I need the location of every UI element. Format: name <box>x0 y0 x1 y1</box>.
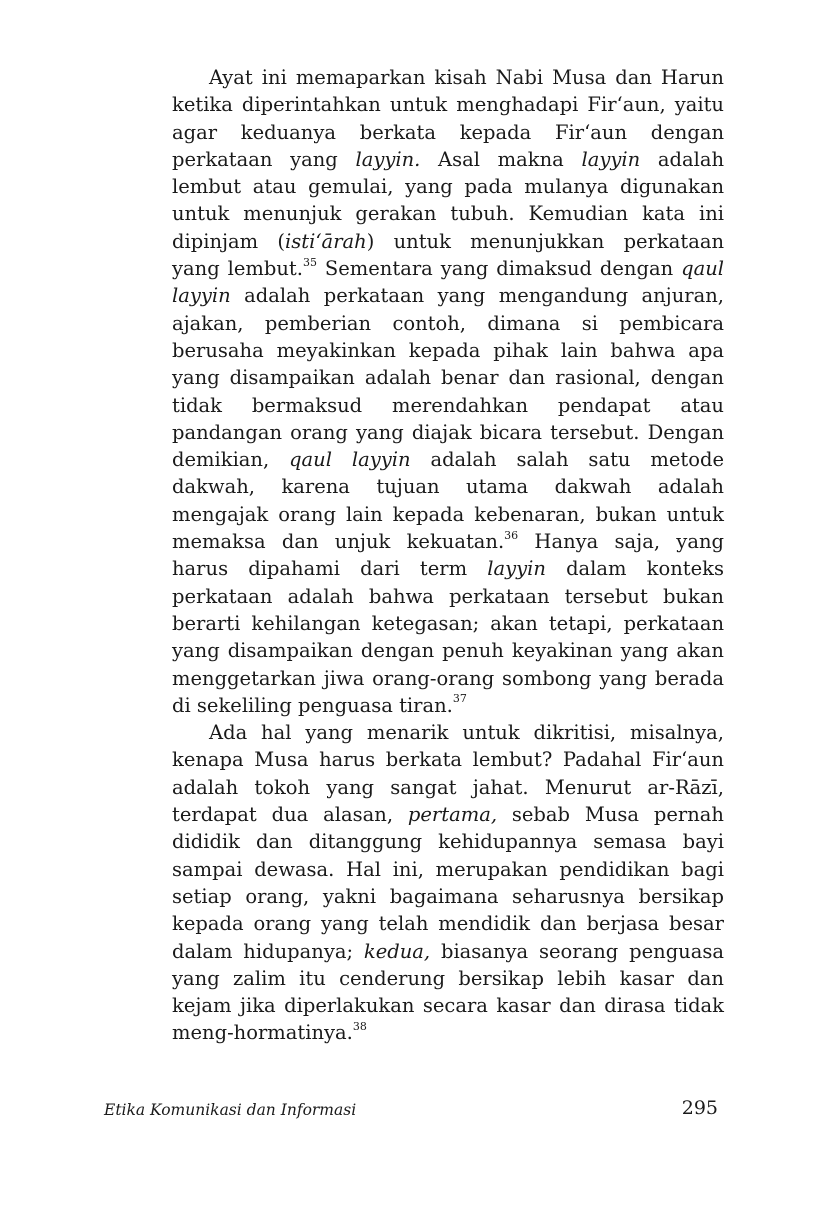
italic-term: layyin <box>581 147 641 171</box>
italic-term: isti‘ārah <box>285 229 367 253</box>
text-run: Ada hal yang menarik untuk dikritisi, misalnya, kenapa Musa harus berkata lembut? Padahal Fir‘aun adalah tokoh yang sangat jahat. Menurut ar-Rāzī, terdapat dua alasan, <box>172 721 724 827</box>
text-run: adalah lembut atau gemulai, yang pada mulanya digunakan untuk menunjuk gerakan tubuh. Kemudian kata ini dipinjam ( <box>172 147 725 253</box>
footnote-ref: 37 <box>452 692 467 706</box>
text-run: Hanya saja, yang harus dipahami dari term <box>172 530 724 581</box>
footnote-ref: 38 <box>352 1019 367 1033</box>
running-footer-title: Etika Komunikasi dan Informasi <box>104 1101 357 1119</box>
text-run: ) untuk menunjukkan perkataan yang lembut. <box>172 229 725 281</box>
text-run: Sementara yang dimaksud dengan <box>316 257 682 281</box>
footnote-ref: 36 <box>504 528 519 542</box>
text-run: biasanya seorang penguasa yang zalim itu cenderung bersikap lebih kasar dan kejam jika diperlakukan secara kasar dan dirasa tidak meng-hormatinya. <box>172 939 724 1045</box>
body-text <box>172 64 724 1047</box>
text-run: adalah perkataan yang mengandung anjuran, ajakan, pemberian contoh, dimana si pembicara berusaha meyakinkan kepada pihak lain bahwa apa yang disampaikan adalah benar dan rasional, dengan tidak bermaksud merendahkan pendapat atau pandangan orang yang diajak bicara tersebut. Dengan demikian, <box>172 284 724 472</box>
text-run: sebab Musa pernah dididik dan ditanggung kehidupannya semasa bayi sampai dewasa. Hal ini, merupakan pendidikan bagi setiap orang, yakni bagaimana seharusnya bersikap kepada orang yang telah mendidik dan berjasa besar dalam hidupanya; <box>172 803 724 963</box>
italic-term: layyin. <box>355 147 421 171</box>
italic-term: qaul layyin <box>172 257 724 308</box>
paragraph-2 <box>172 719 724 1047</box>
text-run: Ayat ini memaparkan kisah Nabi Musa dan Harun ketika diperintahkan untuk menghadapi Fir‘aun, yaitu agar keduanya berkata kepada Fir‘aun dengan perkataan yang <box>172 66 724 171</box>
paragraph-1 <box>172 64 724 719</box>
text-run: Asal makna <box>420 147 582 171</box>
italic-term: pertama, <box>407 803 498 827</box>
italic-term: qaul layyin <box>289 448 411 472</box>
italic-term: layyin <box>487 557 546 581</box>
italic-term: kedua, <box>363 939 431 963</box>
text-run: adalah salah satu metode dakwah, karena tujuan utama dakwah adalah mengajak orang lain kepada kebenaran, bukan untuk memaksa dan unjuk kekuatan. <box>172 448 724 554</box>
text-run: dalam konteks perkataan adalah bahwa perkataan tersebut bukan berarti kehilangan ketegasan; akan tetapi, perkataan yang disampaikan dengan penuh keyakinan yang akan menggetarkan jiwa orang-orang sombong yang berada di sekeliling penguasa tiran. <box>172 557 724 717</box>
page-number: 295 <box>681 1097 718 1119</box>
footnote-ref: 35 <box>302 255 317 269</box>
